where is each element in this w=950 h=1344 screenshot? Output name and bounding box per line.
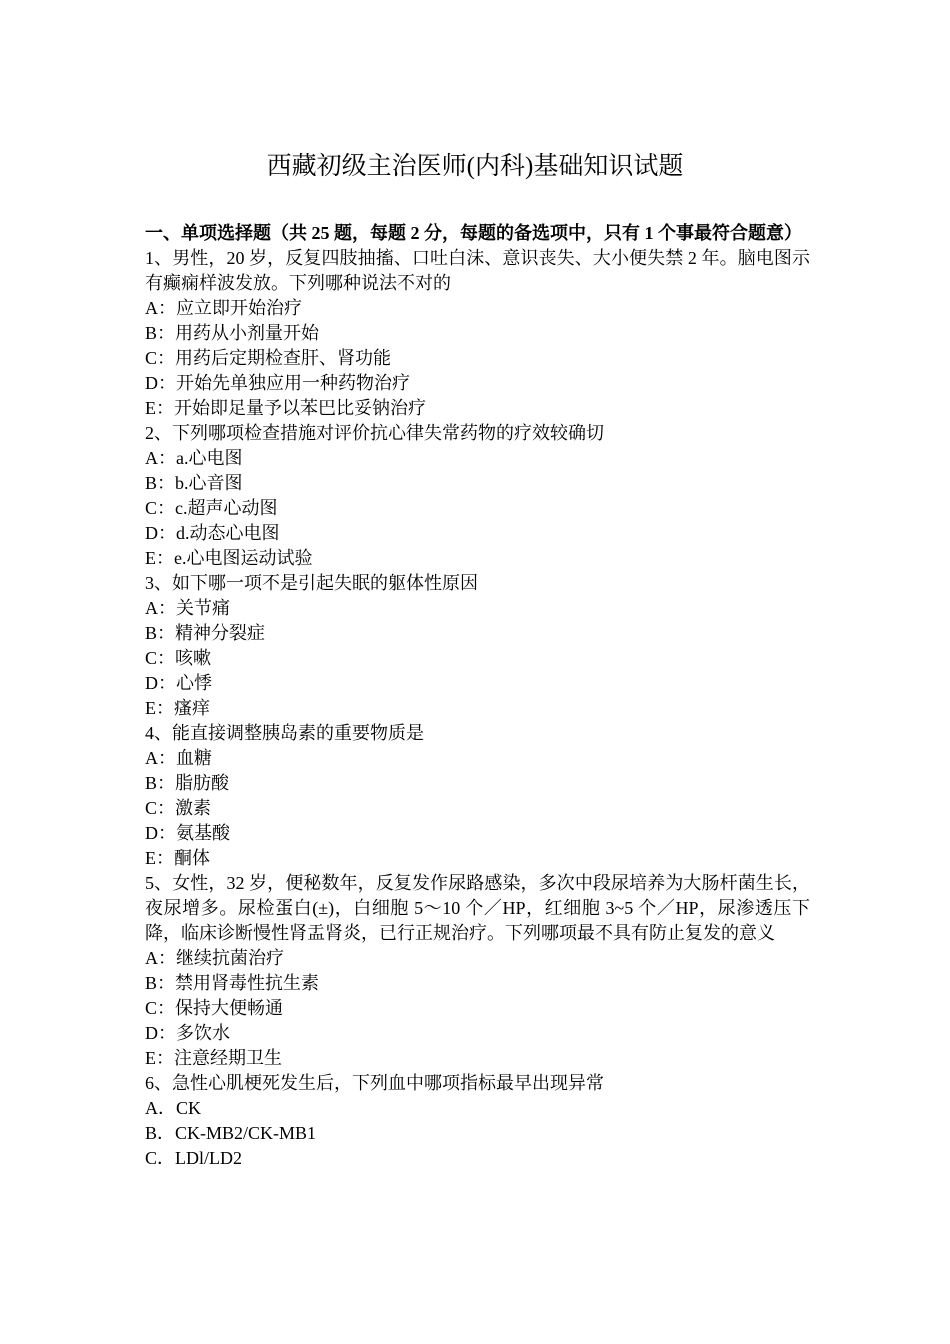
- question-1-option-a: A：应立即开始治疗: [145, 298, 302, 318]
- question-2-option-b: B：b.心音图: [145, 473, 243, 493]
- question-5-option-b: B：禁用肾毒性抗生素: [145, 973, 320, 993]
- question-4-option-c: C：激素: [145, 798, 212, 818]
- question-6-stem: 6、急性心肌梗死发生后，下列血中哪项指标最早出现异常: [145, 1073, 604, 1093]
- question-3-option-a: A：关节痛: [145, 598, 230, 618]
- section-heading: 一、单项选择题（共 25 题，每题 2 分，每题的备选项中，只有 1 个事最符合题意）: [145, 223, 802, 243]
- question-1-option-d: D：开始先单独应用一种药物治疗: [145, 373, 410, 393]
- question-2-option-e: E：e.心电图运动试验: [145, 548, 313, 568]
- question-6-option-b: B．CK-MB2/CK-MB1: [145, 1123, 317, 1143]
- question-5-stem: 5、女性，32 岁，便秘数年，反复发作尿路感染，多次中段尿培养为大肠杆菌生长，夜尿增多。尿检蛋白(±)，白细胞 5～10 个／HP，红细胞 3~5 个／HP，尿渗透压下降，临床诊断慢性肾盂肾炎，已行正规治疗。下列哪项最不具有防止复发的意义: [145, 873, 810, 943]
- question-1-stem: 1、男性，20 岁，反复四肢抽搐、口吐白沫、意识丧失、大小便失禁 2 年。脑电图示有癫痫样波发放。下列哪种说法不对的: [145, 248, 810, 293]
- question-5-option-d: D：多饮水: [145, 1023, 230, 1043]
- question-2-option-d: D：d.动态心电图: [145, 523, 280, 543]
- question-3-stem: 3、如下哪一项不是引起失眠的躯体性原因: [145, 573, 478, 593]
- question-3-option-e: E：瘙痒: [145, 698, 210, 718]
- question-5-option-c: C：保持大便畅通: [145, 998, 284, 1018]
- question-6-option-c: C．LDl/LD2: [145, 1148, 242, 1168]
- question-4-option-e: E：酮体: [145, 848, 210, 868]
- question-5-option-a: A：继续抗菌治疗: [145, 948, 284, 968]
- question-1-option-b: B：用药从小剂量开始: [145, 323, 320, 343]
- question-1-option-e: E：开始即足量予以苯巴比妥钠治疗: [145, 398, 426, 418]
- question-4-option-b: B：脂肪酸: [145, 773, 230, 793]
- question-2-option-a: A：a.心电图: [145, 448, 243, 468]
- question-1-option-c: C：用药后定期检查肝、肾功能: [145, 348, 392, 368]
- question-4-option-a: A：血糖: [145, 748, 212, 768]
- question-4-option-d: D：氨基酸: [145, 823, 230, 843]
- question-6-option-a: A．CK: [145, 1098, 202, 1118]
- document-title: 西藏初级主治医师(内科)基础知识试题: [266, 153, 684, 180]
- question-3-option-c: C：咳嗽: [145, 648, 212, 668]
- question-4-stem: 4、能直接调整胰岛素的重要物质是: [145, 723, 424, 743]
- question-2-stem: 2、下列哪项检查措施对评价抗心律失常药物的疗效较确切: [145, 423, 604, 443]
- document-body: [145, 221, 810, 1171]
- question-2-option-c: C：c.超声心动图: [145, 498, 278, 518]
- question-3-option-d: D：心悸: [145, 673, 212, 693]
- question-3-option-b: B：精神分裂症: [145, 623, 266, 643]
- question-5-option-e: E：注意经期卫生: [145, 1048, 282, 1068]
